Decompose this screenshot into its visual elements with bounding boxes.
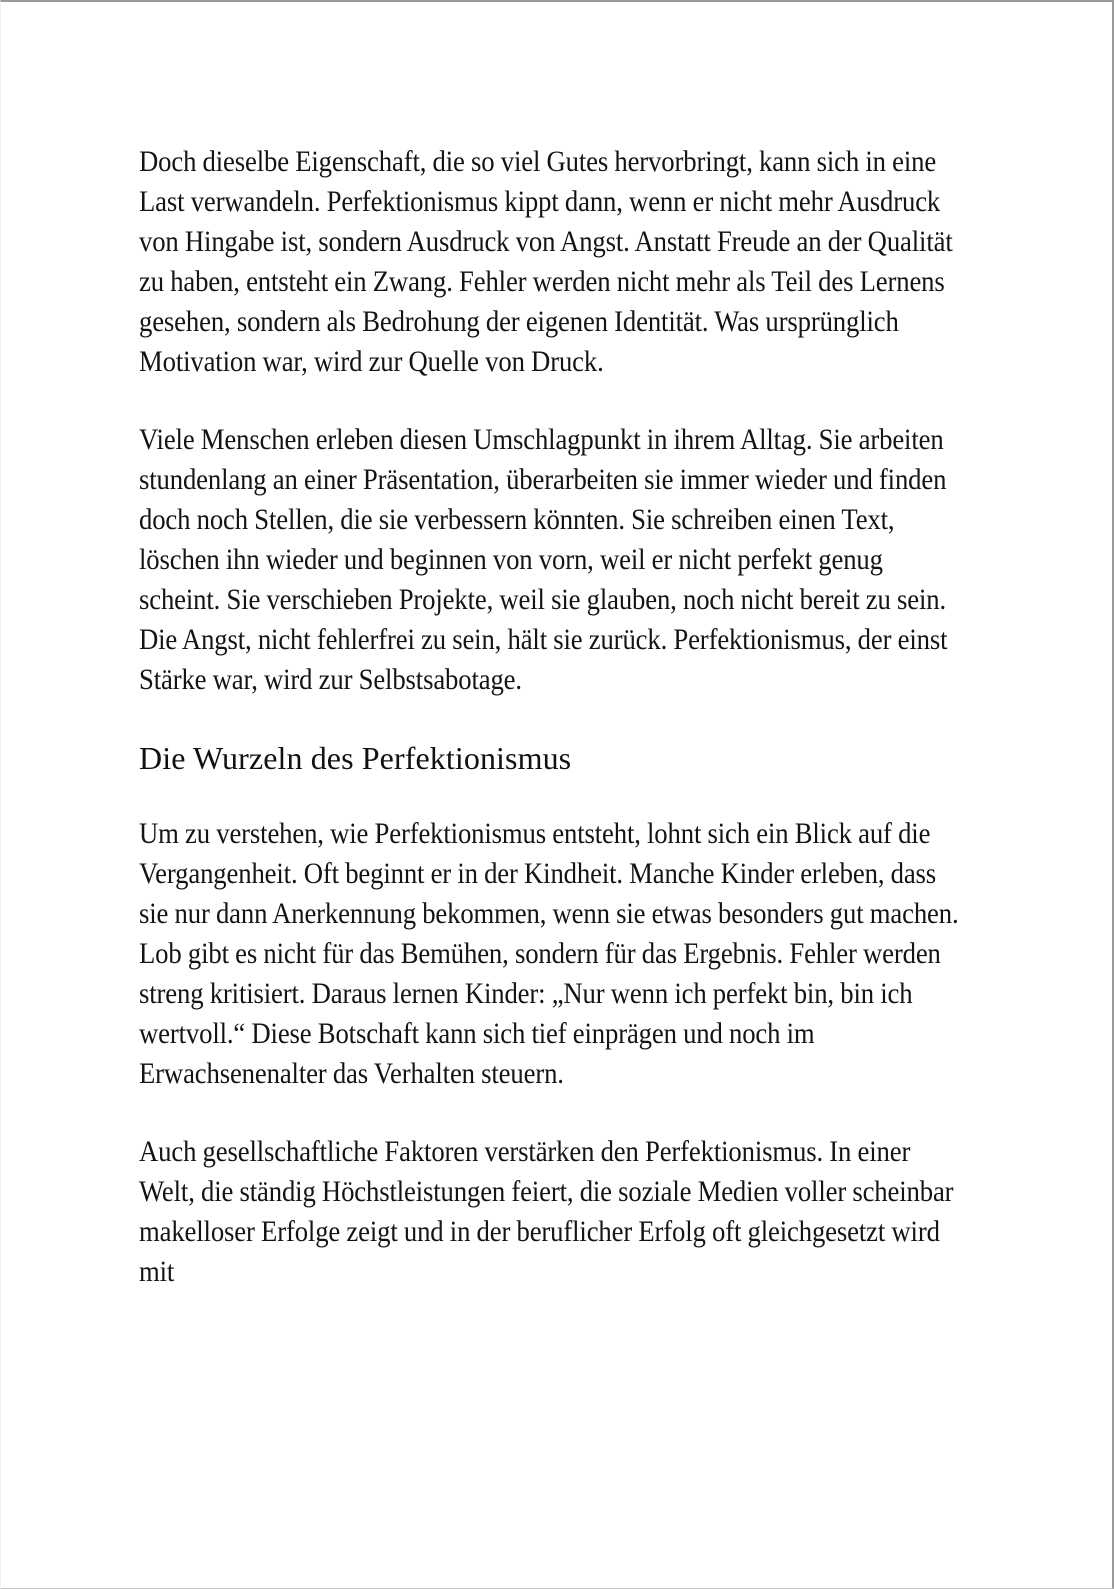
paragraph-kindheit: Um zu verstehen, wie Perfektionismus entsteht, lohnt sich ein Blick auf die Vergangenheit. Oft beginnt er in der Kindheit. Manche Kinder erleben, dass sie nur dann Anerkennung bekommen, wenn sie etwas besonders gut machen. Lob gibt es nicht für das Bemühen, sondern für das Ergebnis. Fehler werden streng kritisiert. Daraus lernen Kinder: „Nur wenn ich perfekt bin, bin ich wertvoll.“ Diese Botschaft kann sich tief einprägen und noch im Erwachsenenalter das Verhalten steuern. (139, 818, 959, 1090)
paragraph-gesellschaft: Auch gesellschaftliche Faktoren verstärken den Perfektionismus. In einer Welt, die ständig Höchstleistungen feiert, die soziale Medien voller scheinbar makelloser Erfolge zeigt und in der beruflicher Erfolg oft gleichgesetzt wird mit (139, 1136, 954, 1288)
paragraph-alltag-beispiele: Viele Menschen erleben diesen Umschlagpunkt in ihrem Alltag. Sie arbeiten stundenlang an einer Präsentation, überarbeiten sie immer wieder und finden doch noch Stellen, die sie verbessern könnten. Sie schreiben einen Text, löschen ihn wieder und beginnen von vorn, weil er nicht perfekt genug scheint. Sie verschieben Projekte, weil sie glauben, noch nicht bereit zu sein. Die Angst, nicht fehlerfrei zu sein, hält sie zurück. Perfektionismus, der einst Stärke war, wird zur Selbstsabotage. (139, 424, 948, 696)
heading-wurzeln: Die Wurzeln des Perfektionismus (139, 740, 572, 776)
document-text-column (139, 142, 963, 1330)
paragraph-umschlagpunkt-intro: Doch dieselbe Eigenschaft, die so viel Gutes hervorbringt, kann sich in eine Last verwandeln. Perfektionismus kippt dann, wenn er nicht mehr Ausdruck von Hingabe ist, sondern Ausdruck von Angst. Anstatt Freude an der Qualität zu haben, entsteht ein Zwang. Fehler werden nicht mehr als Teil des Lernens gesehen, sondern als Bedrohung der eigenen Identität. Was ursprünglich Motivation war, wird zur Quelle von Druck. (139, 146, 953, 378)
